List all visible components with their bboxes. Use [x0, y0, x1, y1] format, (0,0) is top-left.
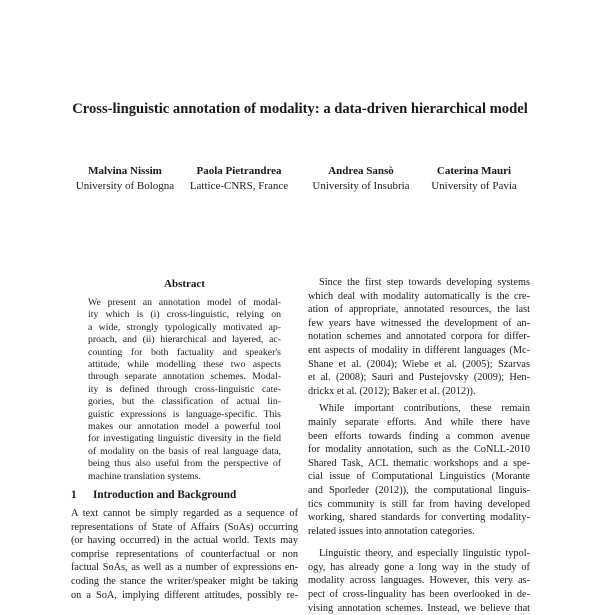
abstract-line: through separate annotation schemes. Modal-: [88, 371, 281, 383]
abstract-line: We present an annotation model of modal-: [88, 297, 281, 308]
abstract-line: guistic expressions is language-specific. This: [88, 408, 281, 420]
body-line: (or having occurred) in the actual world. Texts may: [71, 535, 298, 547]
abstract-line: proach, and (ii) hierarchical and layered, ac-: [88, 334, 281, 346]
body-line: representations of State of Affairs (SoAs) occurring: [71, 521, 298, 533]
author-name: Paola Pietrandrea: [196, 165, 282, 177]
author-name: Malvina Nissim: [88, 165, 162, 177]
author-affiliation: University of Pavia: [431, 179, 517, 192]
author-1: [73, 164, 177, 193]
body-line: Shared Task, ACL thematic workshops and a spe-: [308, 457, 530, 469]
body-line: working, shared standards for converting modality-: [308, 512, 530, 524]
body-line: factual SoAs, as well as a number of expressions en-: [71, 562, 298, 574]
author-3: [308, 164, 414, 193]
paragraph-3: [308, 547, 530, 615]
author-name: Caterina Mauri: [436, 165, 512, 177]
body-line: for modality annotation, such as the CoNLL-2010: [308, 444, 530, 456]
body-line: ation of appropriate, annotated resources, the last: [308, 304, 530, 316]
abstract-line: being thus also useful from the perspective of: [88, 458, 281, 470]
abstract-line: machine translation systems.: [88, 470, 201, 482]
author-affiliation: Lattice-CNRS, France: [189, 179, 289, 192]
abstract-line: gories, but the classification of actual lin-: [88, 396, 281, 408]
body-line: Shane et al. (2004); Wiebe et al. (2005); Szarvas: [308, 358, 530, 370]
body-line: coding the stance the writer/speaker might be taking: [71, 575, 298, 587]
abstract-line: ity is defined through cross-linguistic cate-: [88, 383, 281, 395]
body-line: drickx et al. (2012); Baker et al. (2012)).: [308, 385, 476, 397]
author-affiliation: University of Insubria: [312, 179, 410, 192]
author-name: Andrea Sansò: [328, 165, 394, 177]
abstract-line: makes our annotation model a powerful tool: [88, 421, 281, 433]
author-2: [186, 164, 292, 193]
body-line: Linguistic theory, and especially linguistic typol-: [319, 548, 530, 560]
paper-title: Cross-linguistic annotation of modality: a data-driven hierarchical model: [72, 101, 528, 117]
abstract-body: [88, 297, 281, 483]
abstract-line: attitude, while modelling these two aspects: [88, 359, 281, 371]
abstract-line: a wide, strongly typologically motivated ap-: [88, 321, 281, 333]
body-line: notation schemes and annotated corpora for differ-: [308, 331, 530, 343]
section1-body: [71, 507, 298, 602]
abstract-heading: Abstract: [164, 278, 205, 290]
body-line: and Sporleder (2012)), the computational linguis-: [308, 484, 530, 496]
abstract-line: for investigating linguistic diversity in the field: [88, 433, 281, 445]
body-line: While important contributions, these remain: [319, 403, 530, 415]
abstract-line: counting for both factuality and speaker's: [88, 346, 281, 358]
author-affiliation: University of Bologna: [75, 179, 175, 192]
author-4: [427, 164, 521, 193]
right-column: [308, 276, 530, 615]
abstract-line: of modality on the basis of real language data,: [88, 445, 281, 457]
section-number: 1: [71, 489, 77, 501]
body-line: which deal with modality automatically is the cre-: [308, 290, 530, 302]
body-line: on a SoA, implying different attitudes, possibly re-: [71, 589, 298, 601]
section-heading: [71, 489, 236, 501]
body-line: vising annotation schemes. Instead, we believe that: [308, 602, 530, 614]
body-line: cial issue of Computational Linguistics (Morante: [308, 471, 530, 483]
body-line: few years have witnessed the development of an-: [308, 317, 530, 329]
body-line: related issues into annotation categories.: [308, 525, 475, 537]
body-line: ogy, has already gone a long way in the study of: [308, 561, 530, 573]
body-line: A text cannot be simply regarded as a sequence of: [71, 508, 298, 519]
body-line: tics community is still far from having developed: [308, 498, 530, 510]
body-line: et al. (2008); Saurì and Pustejovsky (2009); Hen-: [308, 372, 530, 384]
abstract-line: ity which is (i) cross-linguistic, relying on: [88, 309, 281, 321]
body-line: modality across languages. However, this very as-: [308, 575, 530, 587]
section-title: Introduction and Background: [93, 489, 237, 501]
body-line: comprise representations of counterfactual or non: [71, 548, 298, 560]
paragraph-2: [308, 402, 530, 538]
body-line: pect of cross-linguality has been overlooked in de-: [308, 589, 530, 601]
body-line: Since the first step towards developing systems: [319, 277, 530, 288]
body-line: ent aspects of modality in different languages (Mc-: [308, 344, 530, 356]
body-line: been efforts towards finding a common avenue: [308, 430, 530, 442]
paragraph-1: [308, 276, 530, 398]
body-line: mainly separate efforts. And while there have: [308, 416, 530, 428]
